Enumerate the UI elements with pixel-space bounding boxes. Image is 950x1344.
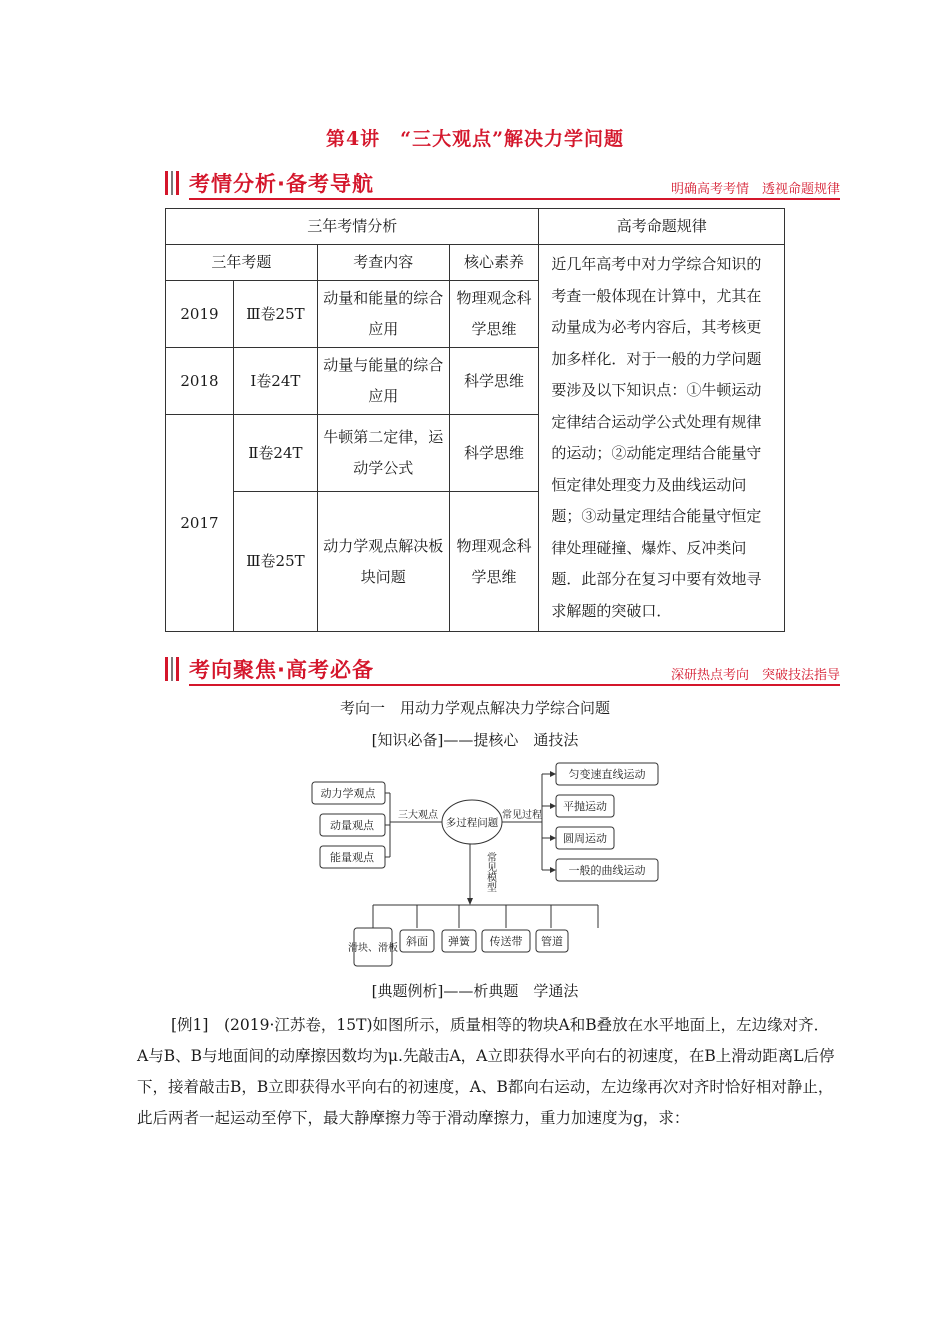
section-subheading: 明确高考考情 透视命题规律 (670, 182, 840, 197)
exam-analysis-table (165, 208, 785, 632)
table-cell-content: 动力学观点解决板块问题 (317, 492, 449, 632)
diagram-left-item: 动量观点 (330, 819, 374, 832)
example-source: (2019·江苏卷，15T) (223, 1016, 373, 1034)
table-cell-year: 2019 (166, 281, 234, 348)
section-header-focus (165, 654, 840, 686)
diagram-bottom-item: 弹簧 (448, 935, 470, 948)
diagram-left-item: 能量观点 (330, 851, 374, 864)
diagram-bottom-item: 滑块、滑板 (348, 943, 398, 954)
table-cell-year: 2017 (166, 415, 234, 632)
diagram-left-label: 三大观点 (398, 810, 438, 821)
section-header-analysis (165, 168, 840, 200)
table-row (166, 209, 785, 245)
exam-law-text: 近几年高考中对力学综合知识的考查一般体现在计算中，尤其在动量成为必考内容后，其考核更加多样化．对于一般的力学问题要涉及以下知识点：①牛顿运动定律结合运动学公式处理有规律的运动；②动能定理结合能量守恒定律处理变力及曲线运动问题；③动量定理结合能量守恒定律处理碰撞、爆炸、反冲类问题．此部分在复习中要有效地寻求解题的突破口． (539, 245, 785, 632)
diagram-right-label: 常见过程 (502, 810, 542, 821)
table-cell-content: 牛顿第二定律，运动学公式 (317, 415, 449, 492)
table-row (166, 245, 785, 281)
diagram-left-item: 动力学观点 (320, 787, 376, 800)
diagram-center-node: 多过程问题 (445, 817, 499, 829)
table-cell-core: 物理观念科学思维 (449, 281, 539, 348)
table-cell-core: 科学思维 (449, 348, 539, 415)
table-header: 三年考情分析 (166, 209, 539, 245)
section-heading: 考情分析·备考导航 (189, 172, 374, 196)
diagram-bottom-item: 管道 (541, 935, 563, 948)
diagram-right-item: 圆周运动 (563, 832, 607, 845)
example-text: 如图所示，质量相等的物块A和B叠放在水平地面上，左边缘对齐．A与B、B与地面间的动摩擦因数均为μ.先敲击A，A立即获得水平向右的初速度，在B上滑动距离L后停下，接着敲击B，B立即获得水平向右的初速度，A、B都向右运动，左边缘再次对齐时恰好相对静止，此后两者一起运动至停下，最大静摩擦力等于滑动摩擦力，重力加速度为g，求： (137, 1016, 835, 1127)
table-header: 核心素养 (449, 245, 539, 281)
table-cell-core: 科学思维 (449, 415, 539, 492)
section-heading: 考向聚焦·高考必备 (189, 658, 374, 682)
section-stripes-icon (165, 171, 179, 195)
table-cell-paper: Ⅲ卷25T (233, 281, 317, 348)
table-cell-content: 动量与能量的综合应用 (317, 348, 449, 415)
table-cell-paper: Ⅱ卷24T (233, 415, 317, 492)
section-subheading: 深研热点考向 突破技法指导 (670, 668, 840, 683)
table-cell-content: 动量和能量的综合应用 (317, 281, 449, 348)
diagram-right-item: 一般的曲线运动 (568, 864, 646, 877)
diagram-right-item: 平抛运动 (563, 800, 607, 813)
table-cell-paper: Ⅲ卷25T (233, 492, 317, 632)
table-header: 三年考题 (166, 245, 318, 281)
section-rule (189, 198, 840, 200)
table-cell-year: 2018 (166, 348, 234, 415)
knowledge-label: [知识必备]——提核心 通技法 (371, 731, 579, 749)
example-paragraph (137, 1010, 840, 1134)
topic-title: 考向一 用动力学观点解决力学综合问题 (339, 699, 610, 717)
example-tag: [例1] (171, 1016, 209, 1034)
diagram-down-label: 常见模型 (484, 852, 496, 892)
diagram-bottom-item: 斜面 (406, 935, 428, 948)
table-cell-core: 物理观念科学思维 (449, 492, 539, 632)
table-cell-paper: Ⅰ卷24T (233, 348, 317, 415)
section-rule (189, 684, 840, 686)
knowledge-diagram (310, 760, 670, 970)
page-title: 第4讲 “三大观点”解决力学问题 (325, 128, 625, 150)
diagram-right-item: 匀变速直线运动 (568, 768, 646, 781)
table-header: 考查内容 (317, 245, 449, 281)
diagram-bottom-item: 传送带 (489, 935, 523, 948)
section-stripes-icon (165, 657, 179, 681)
example-section-label: [典题例析]——析典题 学通法 (371, 982, 579, 1000)
table-header: 高考命题规律 (539, 209, 785, 245)
